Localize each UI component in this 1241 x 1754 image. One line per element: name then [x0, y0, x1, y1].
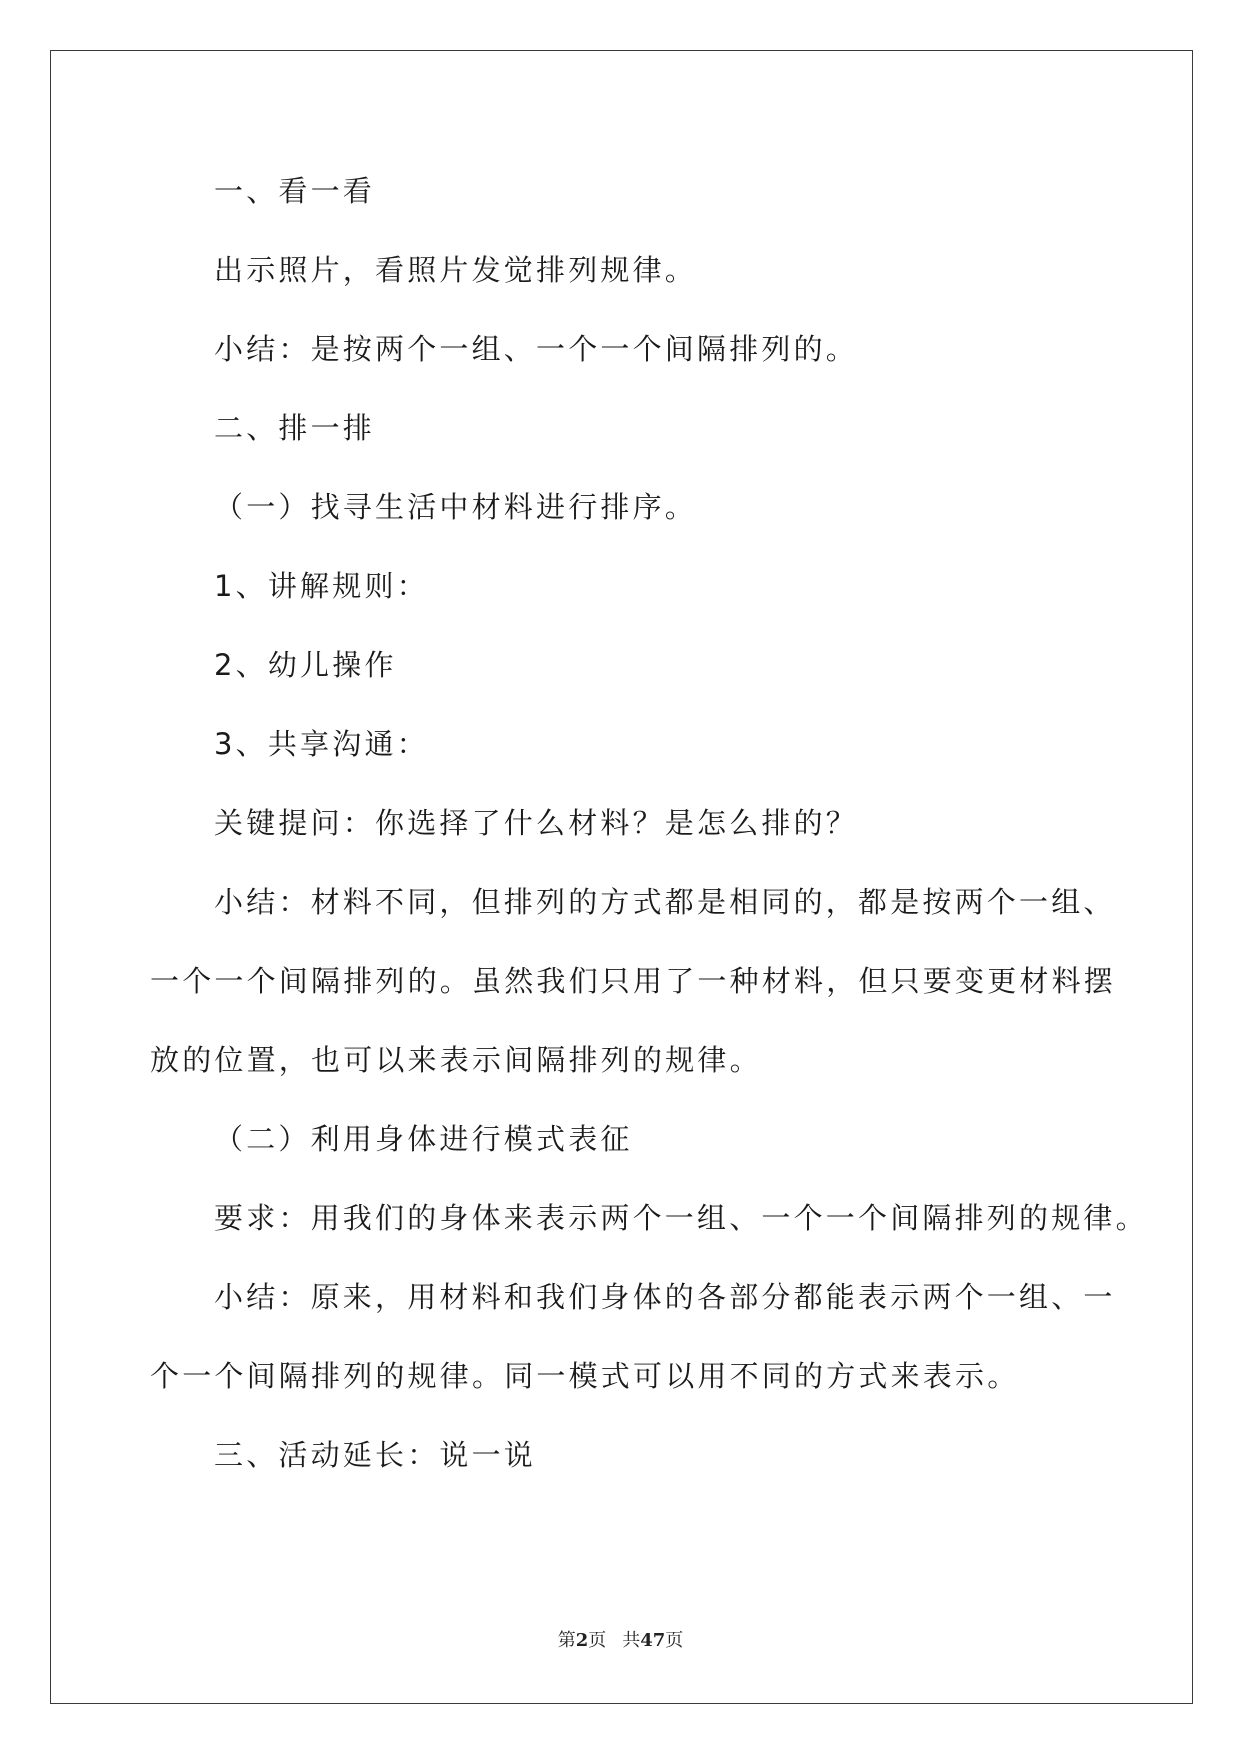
paragraph-line: 二、排一排: [214, 411, 376, 445]
paragraph-line: 小结：原来，用材料和我们身体的各部分都能表示两个一组、一: [214, 1280, 1116, 1314]
paragraph-line: 一个一个间隔排列的。虽然我们只用了一种材料，但只要变更材料摆: [150, 964, 1117, 998]
paragraph-line: 关键提问：你选择了什么材料？是怎么排的？: [214, 806, 859, 840]
total-unit: 页: [665, 1630, 684, 1651]
paragraph-line: 出示照片，看照片发觉排列规律。: [214, 253, 698, 287]
paragraph-line: 1、讲解规则：: [214, 569, 429, 603]
paragraph-line: 放的位置，也可以来表示间隔排列的规律。: [150, 1043, 762, 1077]
page-footer: [0, 1626, 1241, 1652]
page-current: 2: [575, 1630, 589, 1651]
page-total: 47: [640, 1630, 666, 1651]
paragraph-line: （二）利用身体进行模式表征: [214, 1122, 633, 1156]
paragraph-line: 一、看一看: [214, 174, 376, 208]
paragraph-line: 3、共享沟通：: [214, 727, 429, 761]
page-prefix: 第: [557, 1630, 576, 1651]
paragraph-line: 2、幼儿操作: [214, 648, 397, 682]
paragraph-line: 三、活动延长：说一说: [214, 1438, 537, 1472]
paragraph-line: 个一个间隔排列的规律。同一模式可以用不同的方式来表示。: [150, 1359, 1020, 1393]
page-unit: 页: [588, 1630, 607, 1651]
paragraph-line: 小结：是按两个一组、一个一个间隔排列的。: [214, 332, 859, 366]
paragraph-line: 要求：用我们的身体来表示两个一组、一个一个间隔排列的规律。: [214, 1201, 1148, 1235]
paragraph-line: （一）找寻生活中材料进行排序。: [214, 490, 698, 524]
total-prefix: 共: [622, 1630, 641, 1651]
paragraph-line: 小结：材料不同，但排列的方式都是相同的，都是按两个一组、: [214, 885, 1116, 919]
